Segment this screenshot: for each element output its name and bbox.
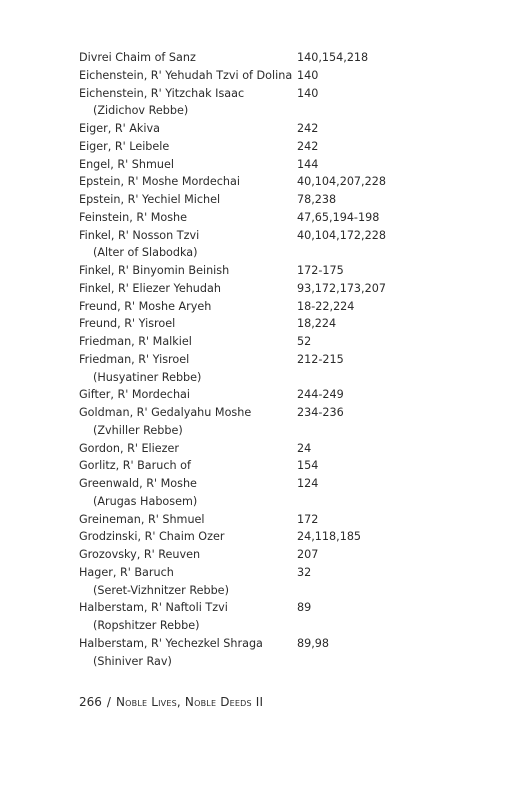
index-entry <box>79 599 479 617</box>
entry-pages <box>297 369 479 387</box>
index-entry <box>79 120 479 138</box>
footer-separator: / <box>106 695 111 709</box>
index-entry <box>79 369 479 387</box>
index-entry <box>79 493 479 511</box>
entry-pages <box>297 653 479 671</box>
entry-pages: 78,238 <box>297 193 337 206</box>
index-entry <box>79 528 479 546</box>
index-entry <box>79 440 479 458</box>
entry-name: Hager, R' Baruch <box>79 565 174 579</box>
entry-pages: 40,104,207,228 <box>297 175 386 189</box>
entry-name: Eichenstein, R' Yehudah Tzvi of Dolina <box>79 68 293 82</box>
entry-name: Grodzinski, R' Chaim Ozer <box>79 530 225 544</box>
entry-name: Greineman, R' Shmuel <box>79 512 205 526</box>
entry-pages: 242 <box>297 139 319 153</box>
index-entry <box>79 582 479 600</box>
index-entry <box>79 298 479 316</box>
index-entry <box>79 67 479 85</box>
entry-subtitle: (Seret-Vizhnitzer Rebbe) <box>93 583 229 597</box>
page-footer <box>79 695 263 709</box>
entry-name: Finkel, R' Binyomin Beinish <box>79 264 230 277</box>
entry-pages: 24 <box>297 441 312 455</box>
entry-name: Epstein, R' Moshe Mordechai <box>79 175 240 189</box>
entry-pages: 140 <box>297 86 319 100</box>
entry-pages: 140,154,218 <box>297 51 369 64</box>
name-index <box>79 49 479 670</box>
index-entry <box>79 617 479 635</box>
entry-pages: 24,118,185 <box>297 530 362 544</box>
page-number: 266 <box>79 695 102 709</box>
index-entry <box>79 386 479 404</box>
index-entry <box>79 315 479 333</box>
index-entry <box>79 564 479 582</box>
entry-name: Friedman, R' Yisroel <box>79 352 190 366</box>
index-entry <box>79 511 479 529</box>
entry-pages: 207 <box>297 548 319 561</box>
entry-pages: 154 <box>297 459 319 473</box>
entry-pages <box>297 422 479 440</box>
running-title: Noble Lives, Noble Deeds II <box>115 695 264 709</box>
index-entry <box>79 333 479 351</box>
entry-subtitle: (Ropshitzer Rebbe) <box>93 619 200 632</box>
entry-pages: 124 <box>297 477 319 490</box>
entry-name: Halberstam, R' Naftoli Tzvi <box>79 601 228 615</box>
entry-pages: 144 <box>297 157 319 171</box>
index-entry <box>79 209 479 227</box>
entry-pages: 89 <box>297 601 312 615</box>
index-entry <box>79 191 479 209</box>
entry-name: Finkel, R' Eliezer Yehudah <box>79 281 221 295</box>
entry-pages <box>297 617 479 635</box>
index-entry <box>79 404 479 422</box>
index-entry <box>79 49 479 67</box>
entry-name: Divrei Chaim of Sanz <box>79 51 196 64</box>
index-entry <box>79 227 479 245</box>
entry-subtitle: (Zidichov Rebbe) <box>93 104 189 118</box>
entry-pages: 244-249 <box>297 388 344 402</box>
entry-pages: 32 <box>297 565 312 579</box>
entry-name: Finkel, R' Nosson Tzvi <box>79 228 200 242</box>
entry-pages <box>297 493 479 511</box>
entry-pages: 18-22,224 <box>297 299 355 313</box>
entry-pages <box>297 582 479 600</box>
entry-pages: 18,224 <box>297 317 337 331</box>
index-entry <box>79 262 479 280</box>
entry-name: Friedman, R' Malkiel <box>79 335 192 348</box>
index-entry <box>79 173 479 191</box>
entry-pages: 212-215 <box>297 352 344 366</box>
entry-pages: 172-175 <box>297 264 344 277</box>
entry-name: Engel, R' Shmuel <box>79 157 174 171</box>
entry-name: Freund, R' Yisroel <box>79 317 176 331</box>
index-entry <box>79 422 479 440</box>
index-entry <box>79 457 479 475</box>
index-entry <box>79 244 479 262</box>
entry-subtitle: (Alter of Slabodka) <box>93 246 198 260</box>
entry-pages: 172 <box>297 512 319 526</box>
entry-name: Halberstam, R' Yechezkel Shraga <box>79 636 263 650</box>
entry-pages: 242 <box>297 122 319 135</box>
entry-pages: 89,98 <box>297 636 330 650</box>
entry-pages <box>297 244 479 262</box>
entry-pages: 93,172,173,207 <box>297 281 386 295</box>
index-entry <box>79 156 479 174</box>
entry-subtitle: (Zvhiller Rebbe) <box>93 423 183 437</box>
index-entry <box>79 138 479 156</box>
entry-name: Feinstein, R' Moshe <box>79 210 188 224</box>
entry-pages <box>297 102 479 120</box>
index-entry <box>79 351 479 369</box>
entry-name: Gorlitz, R' Baruch of <box>79 459 191 473</box>
entry-pages: 234-236 <box>297 406 344 419</box>
entry-subtitle: (Shiniver Rav) <box>93 654 172 668</box>
entry-name: Goldman, R' Gedalyahu Moshe <box>79 406 252 419</box>
entry-name: Greenwald, R' Moshe <box>79 477 197 490</box>
index-entry <box>79 280 479 298</box>
entry-name: Eiger, R' Akiva <box>79 122 160 135</box>
entry-name: Epstein, R' Yechiel Michel <box>79 193 221 206</box>
index-entry <box>79 85 479 103</box>
entry-pages: 40,104,172,228 <box>297 228 386 242</box>
entry-pages: 140 <box>297 68 319 82</box>
entry-pages: 52 <box>297 335 312 348</box>
index-entry <box>79 635 479 653</box>
entry-name: Grozovsky, R' Reuven <box>79 548 201 561</box>
entry-pages: 47,65,194-198 <box>297 210 380 224</box>
entry-name: Eichenstein, R' Yitzchak Isaac <box>79 86 245 100</box>
entry-name: Freund, R' Moshe Aryeh <box>79 299 212 313</box>
index-entry <box>79 546 479 564</box>
index-entry <box>79 475 479 493</box>
index-entry <box>79 653 479 671</box>
entry-name: Gifter, R' Mordechai <box>79 388 190 402</box>
entry-name: Eiger, R' Leibele <box>79 139 170 153</box>
entry-name: Gordon, R' Eliezer <box>79 441 179 455</box>
entry-subtitle: (Husyatiner Rebbe) <box>93 370 202 384</box>
entry-subtitle: (Arugas Habosem) <box>93 494 198 508</box>
index-entry <box>79 102 479 120</box>
